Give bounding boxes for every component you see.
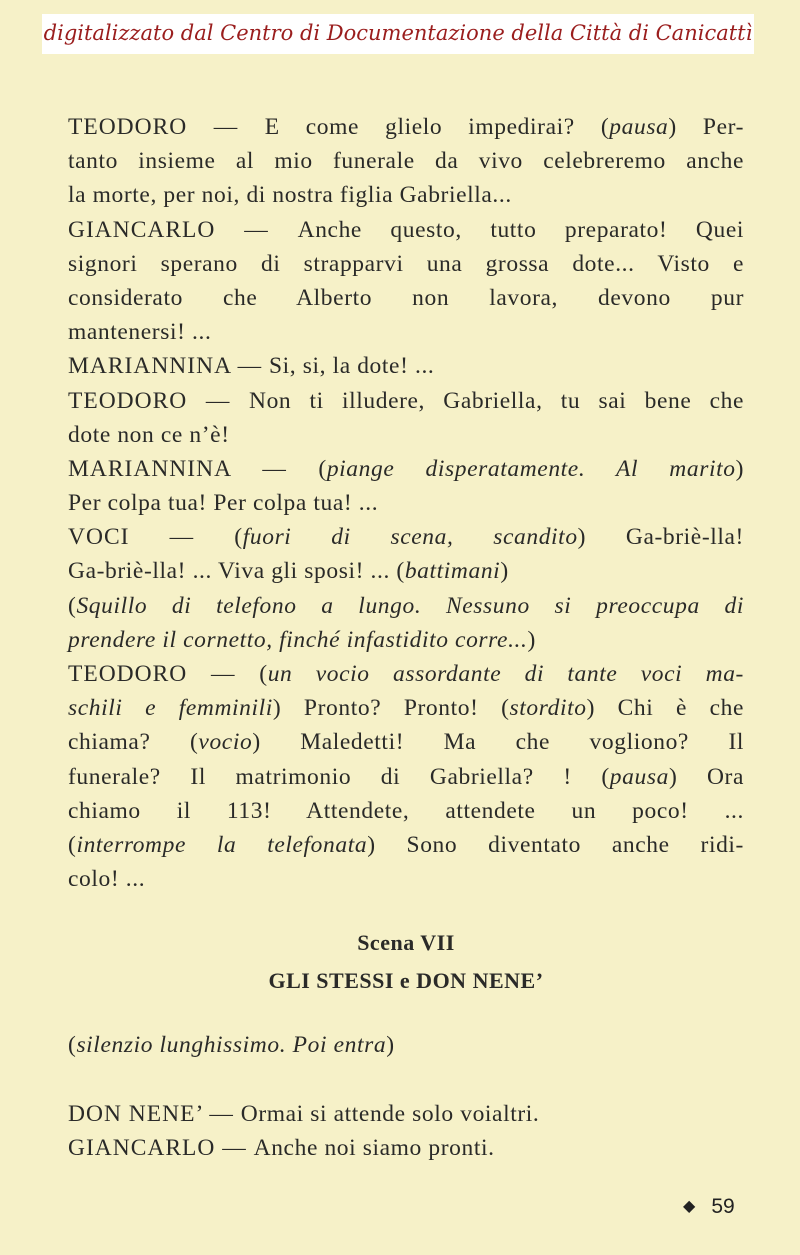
text-line bbox=[68, 862, 744, 896]
speaker: DON NENE’ — bbox=[68, 1101, 241, 1127]
speech: ( bbox=[68, 592, 77, 619]
speech: ) Ga-briè-lla! bbox=[577, 524, 744, 551]
text-line bbox=[68, 452, 744, 486]
speaker: MARIANNINA — bbox=[68, 455, 319, 482]
speech: Ga-briè-lla! ... Viva gli sposi! ... ( bbox=[68, 558, 405, 585]
stage-direction: (silenzio lunghissimo. Poi entra) bbox=[68, 1032, 395, 1058]
stage-note: battimani bbox=[404, 558, 501, 585]
closing-dialogue bbox=[68, 1097, 539, 1165]
stage-note: fuori di scena, scandito bbox=[242, 524, 578, 551]
text-line bbox=[68, 315, 744, 349]
speech: ) Sono diventato anche ridi- bbox=[367, 831, 744, 858]
text-line bbox=[68, 623, 744, 657]
digitization-banner bbox=[42, 14, 754, 54]
speech: colo! ... bbox=[68, 866, 146, 893]
text-line bbox=[68, 725, 744, 759]
stage-note: vocio bbox=[198, 729, 253, 756]
banner-text: digitalizzato dal Centro di Documentazione della Città di Canicattì bbox=[43, 21, 753, 45]
speech: ( bbox=[68, 831, 77, 858]
speech: Anche questo, tutto preparato! Quei bbox=[297, 216, 744, 243]
text-line bbox=[68, 760, 744, 794]
speaker: TEODORO — bbox=[68, 661, 260, 687]
dialogue-line bbox=[68, 1097, 539, 1131]
stage-note: un vocio assordante di tante voci ma- bbox=[267, 661, 744, 687]
speech: ) Ora bbox=[668, 763, 744, 790]
text-line bbox=[68, 554, 744, 588]
text-line bbox=[68, 349, 744, 383]
text-line bbox=[68, 691, 744, 725]
speech: ( bbox=[318, 455, 327, 482]
speech: ) bbox=[527, 626, 536, 653]
text-line bbox=[68, 144, 744, 178]
speech: chiama? ( bbox=[68, 729, 199, 756]
speech: signori sperano di strapparvi una grossa dote... Visto e bbox=[68, 250, 744, 277]
speech: mantenersi! ... bbox=[68, 319, 212, 346]
text-line bbox=[68, 828, 744, 862]
scene-title: Scena VII bbox=[357, 930, 455, 955]
text-line bbox=[68, 589, 744, 623]
text-line bbox=[68, 178, 744, 212]
text-line bbox=[68, 418, 744, 452]
page-number-block bbox=[683, 1195, 735, 1219]
diamond-icon: ◆ bbox=[683, 1198, 696, 1215]
speech: ) Chi è che bbox=[586, 695, 745, 722]
text-line bbox=[68, 384, 744, 418]
speech: ( bbox=[234, 524, 243, 551]
stage-note: stordito bbox=[509, 695, 587, 722]
speech: Si, si, la dote! ... bbox=[269, 353, 435, 380]
stage-note: Squillo di telefono a lungo. Nessuno si preoccupa di bbox=[76, 592, 744, 619]
speaker: TEODORO — bbox=[68, 114, 265, 140]
speech: dote non ce n’è! bbox=[68, 421, 230, 448]
text-line bbox=[68, 657, 744, 691]
speech: la morte, per noi, di nostra figlia Gabriella... bbox=[68, 182, 512, 209]
speech: ) Maledetti! Ma che vogliono? Il bbox=[252, 729, 745, 756]
text-line bbox=[68, 486, 744, 520]
text-line bbox=[68, 520, 744, 554]
text-line bbox=[68, 281, 744, 315]
speech: funerale? Il matrimonio di Gabriella? ! ( bbox=[68, 763, 610, 790]
page-number: 59 bbox=[711, 1195, 735, 1218]
speech: ) bbox=[735, 455, 744, 482]
stage-note: prendere il cornetto, finché infastidito corre... bbox=[68, 626, 528, 653]
stage-note: pausa bbox=[609, 763, 669, 790]
speech: ( bbox=[259, 661, 268, 687]
scene-subtitle: GLI STESSI e DON NENE’ bbox=[268, 968, 544, 993]
speech: Anche noi siamo pronti. bbox=[253, 1135, 495, 1161]
speech: E come glielo impedirai? ( bbox=[264, 114, 610, 140]
speaker: VOCI — bbox=[68, 524, 235, 551]
speech: Non ti illudere, Gabriella, tu sai bene che bbox=[249, 387, 744, 414]
speech: chiamo il 113! Attendete, attendete un poco! ... bbox=[68, 797, 744, 824]
stage-direction-text: silenzio lunghissimo. Poi entra bbox=[76, 1032, 387, 1058]
dialogue-line bbox=[68, 1131, 539, 1165]
text-line bbox=[68, 247, 744, 281]
speaker: MARIANNINA — bbox=[68, 353, 269, 380]
stage-note: interrompe la telefonata bbox=[76, 831, 368, 858]
speech: considerato che Alberto non lavora, devono pur bbox=[68, 284, 744, 311]
stage-note: pausa bbox=[609, 114, 669, 140]
speech: ) bbox=[500, 558, 509, 585]
text-line bbox=[68, 794, 744, 828]
text-line bbox=[68, 110, 744, 144]
speech: ) Per- bbox=[668, 114, 744, 140]
speaker: TEODORO — bbox=[68, 387, 250, 414]
stage-note: schili e femminili bbox=[68, 695, 273, 722]
speech: Per colpa tua! Per colpa tua! ... bbox=[68, 490, 379, 517]
text-line bbox=[68, 213, 744, 247]
speech: Ormai si attende solo voialtri. bbox=[240, 1101, 540, 1127]
speech: ) Pronto? Pronto! ( bbox=[272, 695, 510, 722]
play-text bbox=[68, 110, 744, 896]
speaker: GIANCARLO — bbox=[68, 1135, 254, 1161]
stage-note: piange disperatamente. Al marito bbox=[326, 455, 736, 482]
speech: tanto insieme al mio funerale da vivo celebreremo anche bbox=[68, 148, 744, 175]
speaker: GIANCARLO — bbox=[68, 216, 298, 243]
